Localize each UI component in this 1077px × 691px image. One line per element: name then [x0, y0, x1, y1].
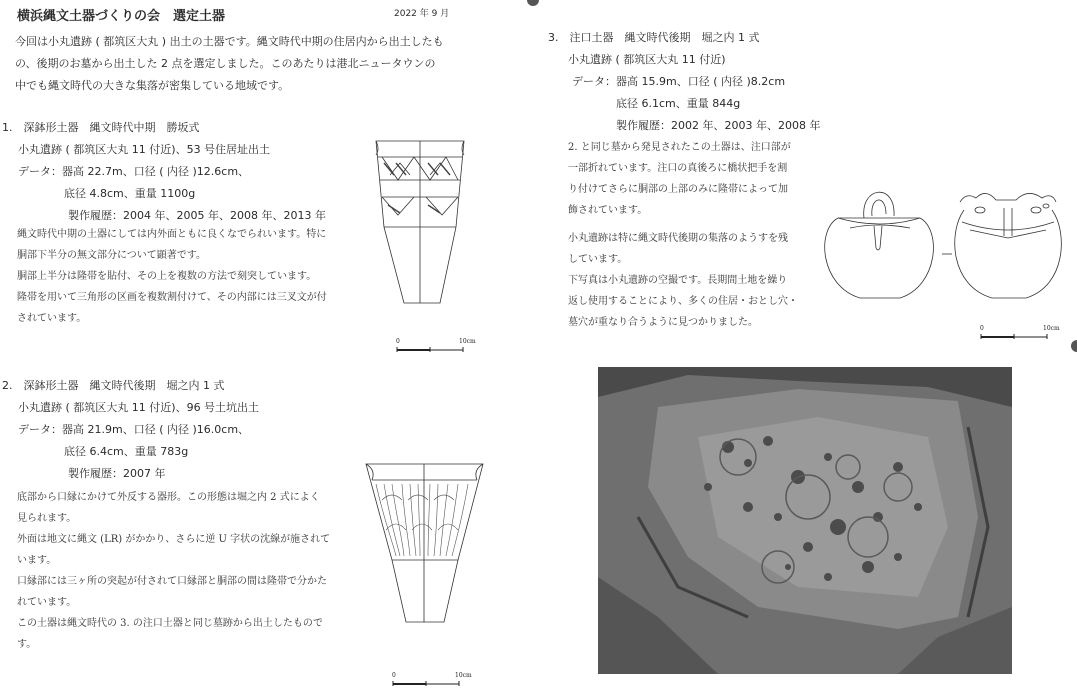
item2-site: 小丸遺跡 ( 都筑区大丸 11 付近)、96 号土坑出土: [18, 401, 260, 414]
page-date: 2022 年 9 月: [394, 9, 450, 19]
item1-data-size: データ：器高 22.7m、口径 ( 内径 )12.6cm、: [18, 165, 250, 178]
item2-info: [2, 375, 259, 485]
item2-data-size: データ：器高 21.9m、口径 ( 内径 )16.0cm、: [18, 423, 250, 436]
site-description: [568, 228, 798, 333]
item2-scale-start: 0: [392, 672, 396, 679]
site-desc-line: 墓穴が重なり合うように見つかりました。: [568, 317, 758, 328]
item3-desc-line: 2. と同じ墓から発見されたこの土器は、注口部が: [568, 142, 791, 153]
item2-heading: 2. 深鉢形土器 縄文時代後期 堀之内 1 式: [2, 379, 225, 392]
item1-data-base: 底径 4.8cm、重量 1100g: [64, 187, 196, 200]
item3-desc-line: 飾されています。: [568, 205, 648, 216]
item3-desc-line: 一部折れています。注口の真後ろに橋状把手を割: [568, 163, 788, 174]
item2-desc-line: 外面は地文に縄文 (LR) がかかり、さらに逆 U 字状の沈線が施されて: [17, 534, 331, 545]
item3-heading: 3. 注口土器 縄文時代後期 堀之内 1 式: [548, 31, 760, 44]
item2-desc-line: 底部から口縁にかけて外反する器形。この形態は堀之内 2 式によく: [17, 492, 320, 503]
item1-description: [17, 224, 327, 329]
item2-desc-line: す。: [17, 639, 37, 650]
item1-scale-bar: [396, 338, 466, 354]
item1-desc-line: 胴部上半分は隆帯を貼付、その上を複数の方法で刻突しています。: [17, 271, 317, 282]
item3-description: [568, 137, 791, 221]
item2-description: [17, 487, 330, 655]
intro-line: 中でも縄文時代の大きな集落が密集している地域です。: [15, 79, 290, 92]
item1-desc-line: 胴部下半分の無文部分について顕著です。: [17, 250, 206, 261]
item1-site: 小丸遺跡 ( 都筑区大丸 11 付近)、53 号住居址出土: [18, 143, 271, 156]
item2-desc-line: 見られます。: [17, 513, 77, 524]
item3-scale-bar: [980, 325, 1050, 341]
item2-scale-end: 10cm: [455, 672, 472, 679]
item3-history: 製作履歴：2002 年、2003 年、2008 年: [616, 119, 821, 132]
item3-data-size: データ：器高 15.9m、口径 ( 内径 )8.2cm: [572, 75, 786, 88]
page-edge-marker: [1071, 340, 1077, 352]
item1-scale-start: 0: [396, 338, 400, 345]
intro-line: の、後期のお墓から出土した 2 点を選定しました。このあたりは港北ニュータウンの: [15, 57, 436, 70]
page-edge-marker: [527, 0, 539, 6]
item1-desc-line: 縄文時代中期の土器にしては内外面ともに良くなでられいます。特に: [17, 229, 327, 240]
item3-site: 小丸遺跡 ( 都筑区大丸 11 付近): [568, 53, 726, 66]
item2-data-base: 底径 6.4cm、重量 783g: [64, 445, 189, 458]
item1-history: 製作履歴：2004 年、2005 年、2008 年、2013 年: [68, 209, 326, 222]
item2-desc-line: います。: [17, 555, 57, 566]
item3-info: [548, 27, 820, 137]
item2-desc-line: れています。: [17, 597, 77, 608]
site-aerial-photo: [598, 367, 1012, 674]
intro-text: [15, 31, 444, 97]
site-desc-line: 小丸遺跡は特に縄文時代後期の集落のようすを残: [568, 233, 788, 244]
item1-desc-line: 隆帯を用いて三角形の区画を複数割付けて、その内部には三叉文が付: [17, 292, 327, 303]
item3-scale-start: 0: [980, 325, 984, 332]
item1-pot-drawing: [370, 135, 470, 310]
item2-desc-line: 口縁部には三ヶ所の突起が付されて口縁部と胴部の間は隆帯で分かた: [17, 576, 327, 587]
item1-heading: 1. 深鉢形土器 縄文時代中期 勝坂式: [2, 121, 200, 134]
item3-data-base: 底径 6.1cm、重量 844g: [616, 97, 741, 110]
site-desc-line: 下写真は小丸遺跡の空撮です。長期間土地を繰り: [568, 275, 788, 286]
item2-pot-drawing: [362, 460, 487, 628]
item2-desc-line: この土器は縄文時代の 3. の注口土器と同じ墓跡から出土したもので: [17, 618, 323, 629]
intro-line: 今回は小丸遺跡 ( 都筑区大丸 ) 出土の土器です。縄文時代中期の住居内から出土したも: [15, 35, 444, 48]
site-desc-line: しています。: [568, 254, 628, 265]
page-title: 横浜縄文土器づくりの会 選定土器: [17, 9, 226, 24]
item3-desc-line: り付けてさらに胴部の上部のみに隆帯によって加: [568, 184, 788, 195]
item3-pot-drawing: [820, 182, 1070, 304]
item3-scale-end: 10cm: [1043, 325, 1060, 332]
item2-history: 製作履歴：2007 年: [68, 467, 166, 480]
item1-scale-end: 10cm: [459, 338, 476, 345]
item1-desc-line: されています。: [17, 313, 87, 324]
site-desc-line: 返し使用することにより、多くの住居・おとし穴・: [568, 296, 798, 307]
item1-info: [2, 117, 326, 227]
item2-scale-bar: [392, 672, 462, 688]
